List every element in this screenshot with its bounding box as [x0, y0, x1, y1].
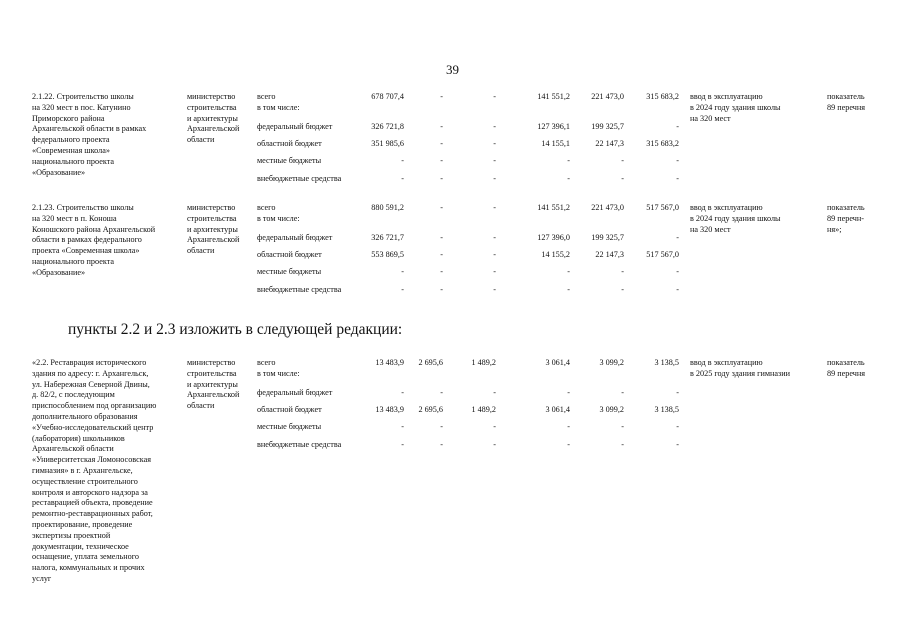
funding-value: 22 147,3: [595, 250, 624, 259]
funding-value: -: [493, 250, 496, 259]
expected-result: ввод в эксплуатацию в 2024 году здания школы на 320 мест: [690, 203, 781, 234]
funding-value: -: [493, 233, 496, 242]
funding-value: -: [567, 285, 570, 294]
funding-value: 3 138,5: [654, 405, 679, 414]
funding-value: -: [621, 440, 624, 449]
funding-value: -: [440, 203, 443, 212]
funding-value: -: [440, 267, 443, 276]
funding-source-label: федеральный бюджет: [257, 122, 333, 131]
funding-value: 315 683,2: [646, 139, 679, 148]
funding-value: -: [493, 139, 496, 148]
funding-value: -: [440, 285, 443, 294]
funding-source-label: внебюджетные средства: [257, 440, 342, 449]
funding-value: -: [676, 174, 679, 183]
funding-value: 517 567,0: [646, 203, 679, 212]
funding-value: -: [401, 388, 404, 397]
row-description: 2.1.23. Строительство школы на 320 мест в п. Коноша Коношского района Архангельской области в рамках федерального проекта «Современная школа» национального проекта «Образование»: [32, 203, 156, 277]
funding-value: -: [401, 422, 404, 431]
funding-source-label: областной бюджет: [257, 250, 322, 259]
funding-source-label: местные бюджеты: [257, 267, 322, 276]
funding-value: 1 489,2: [471, 358, 496, 367]
funding-source-label: местные бюджеты: [257, 156, 322, 165]
funding-value: -: [621, 174, 624, 183]
funding-value: -: [567, 440, 570, 449]
expected-result: ввод в эксплуатацию в 2025 году здания гимназии: [690, 358, 791, 378]
funding-value: 14 155,2: [541, 250, 570, 259]
funding-value: 199 325,7: [591, 122, 624, 131]
funding-value: -: [621, 285, 624, 294]
funding-value: -: [440, 388, 443, 397]
funding-value: -: [676, 388, 679, 397]
funding-source-label: местные бюджеты: [257, 422, 322, 431]
section-heading: пункты 2.2 и 2.3 изложить в следующей редакции:: [68, 321, 403, 338]
funding-value: 13 483,9: [375, 405, 404, 414]
funding-value: 221 473,0: [591, 92, 624, 101]
funding-source-label: внебюджетные средства: [257, 174, 342, 183]
funding-value: -: [493, 92, 496, 101]
funding-value: -: [567, 156, 570, 165]
funding-value: -: [440, 233, 443, 242]
funding-value: 880 591,2: [371, 203, 404, 212]
funding-value: -: [567, 174, 570, 183]
funding-value: 13 483,9: [375, 358, 404, 367]
funding-value: -: [440, 139, 443, 148]
funding-source-total: всего в том числе:: [257, 358, 300, 378]
funding-value: -: [676, 156, 679, 165]
indicator-ref: показатель 89 перечн- ня»;: [827, 203, 865, 234]
funding-value: 3 138,5: [654, 358, 679, 367]
funding-value: -: [440, 92, 443, 101]
indicator-ref: показатель 89 перечня: [827, 358, 866, 378]
funding-value: 22 147,3: [595, 139, 624, 148]
funding-source-label: федеральный бюджет: [257, 388, 333, 397]
funding-value: 3 099,2: [599, 405, 624, 414]
funding-source-total: всего в том числе:: [257, 203, 300, 223]
funding-value: 3 099,2: [599, 358, 624, 367]
funding-value: -: [401, 267, 404, 276]
funding-value: 221 473,0: [591, 203, 624, 212]
funding-value: 351 985,6: [371, 139, 404, 148]
funding-value: 678 707,4: [371, 92, 404, 101]
funding-value: 1 489,2: [471, 405, 496, 414]
funding-value: -: [493, 267, 496, 276]
funding-value: -: [621, 267, 624, 276]
funding-value: 14 155,1: [541, 139, 570, 148]
funding-value: -: [440, 156, 443, 165]
funding-value: -: [493, 285, 496, 294]
funding-value: -: [621, 156, 624, 165]
row-description: 2.1.22. Строительство школы на 320 мест в пос. Катунино Приморского района Архангельской области в рамках федерального проекта «Современная школа» национального проекта «Образование»: [32, 92, 147, 177]
row-executor: министерство строительства и архитектуры Архангельской области: [187, 203, 240, 256]
funding-value: -: [676, 422, 679, 431]
funding-value: -: [676, 267, 679, 276]
funding-value: -: [401, 156, 404, 165]
funding-value: -: [493, 203, 496, 212]
funding-value: -: [493, 122, 496, 131]
funding-value: 553 869,5: [371, 250, 404, 259]
row-executor: министерство строительства и архитектуры Архангельской области: [187, 92, 240, 145]
funding-value: -: [621, 388, 624, 397]
funding-value: -: [401, 285, 404, 294]
funding-value: -: [567, 388, 570, 397]
indicator-ref: показатель 89 перечня: [827, 92, 866, 112]
row-executor: министерство строительства и архитектуры Архангельской области: [187, 358, 240, 411]
page-number: 39: [446, 62, 459, 77]
funding-value: -: [440, 250, 443, 259]
funding-value: -: [676, 233, 679, 242]
funding-value: -: [493, 156, 496, 165]
funding-value: -: [440, 174, 443, 183]
funding-value: 3 061,4: [545, 405, 570, 414]
funding-value: 326 721,7: [371, 233, 404, 242]
funding-source-total: всего в том числе:: [257, 92, 300, 112]
funding-value: -: [493, 440, 496, 449]
funding-value: -: [676, 122, 679, 131]
row-description: «2.2. Реставрация исторического здания по адресу: г. Архангельск, ул. Набережная Северной Двины, д. 82/2, с последующим приспособлением под организацию дополнительного образования «Учебно-исследовательский центр (лаборатория) школьников Архангельской области «Университетская Ломоносовская гимназия» в г. Архангельске, осуществление строительного контроля и авторского надзора за реставрацией объекта, проведение ремонтно-реставрационных работ, проектирование, проведение экспертизы проектной документации, техническое оснащение, уплата земельного налога, коммунальных и прочих услуг: [32, 358, 157, 583]
funding-value: 199 325,7: [591, 233, 624, 242]
expected-result: ввод в эксплуатацию в 2024 году здания школы на 320 мест: [690, 92, 781, 123]
funding-value: -: [567, 267, 570, 276]
funding-value: -: [401, 174, 404, 183]
funding-value: -: [621, 422, 624, 431]
funding-value: 326 721,8: [371, 122, 404, 131]
funding-value: 127 396,0: [537, 233, 570, 242]
funding-value: -: [676, 440, 679, 449]
funding-value: 2 695,6: [418, 358, 443, 367]
funding-value: -: [440, 422, 443, 431]
funding-value: -: [440, 122, 443, 131]
funding-source-label: внебюджетные средства: [257, 285, 342, 294]
funding-value: -: [493, 174, 496, 183]
funding-source-label: областной бюджет: [257, 139, 322, 148]
funding-value: 141 551,2: [537, 92, 570, 101]
funding-value: 127 396,1: [537, 122, 570, 131]
funding-value: -: [440, 440, 443, 449]
funding-source-label: федеральный бюджет: [257, 233, 333, 242]
funding-value: 517 567,0: [646, 250, 679, 259]
funding-value: -: [493, 422, 496, 431]
funding-value: 141 551,2: [537, 203, 570, 212]
funding-value: 3 061,4: [545, 358, 570, 367]
funding-value: -: [401, 440, 404, 449]
funding-value: -: [493, 388, 496, 397]
funding-value: 2 695,6: [418, 405, 443, 414]
funding-value: -: [676, 285, 679, 294]
funding-source-label: областной бюджет: [257, 405, 322, 414]
funding-value: 315 683,2: [646, 92, 679, 101]
funding-value: -: [567, 422, 570, 431]
